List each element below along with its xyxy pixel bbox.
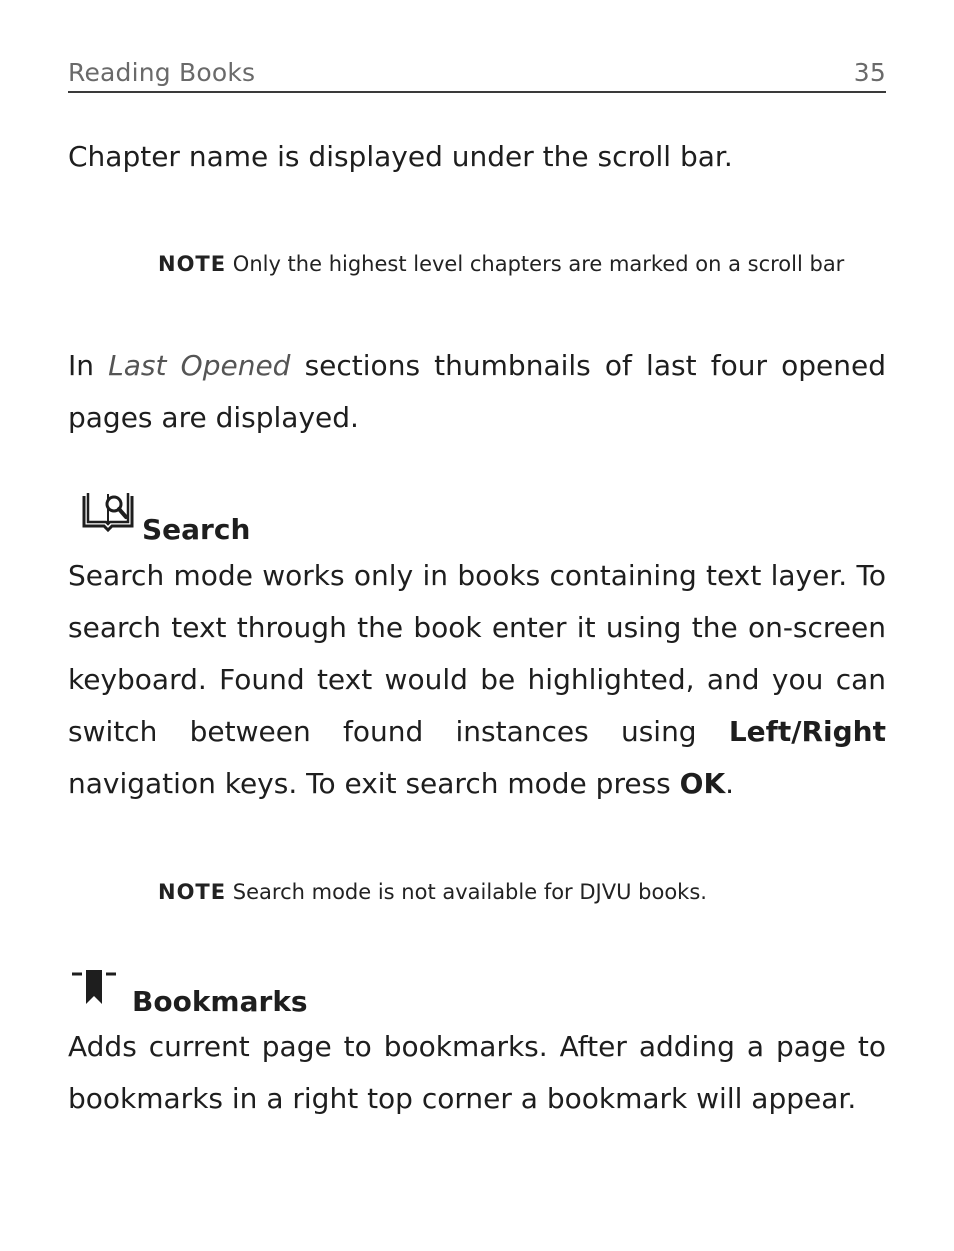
bookmarks-paragraph: Adds current page to bookmarks. After adding a page to bookmarks in a right top corner a bookmark will appear. <box>68 1030 886 1115</box>
intro-paragraph: Chapter name is displayed under the scroll bar. <box>68 140 733 173</box>
book-search-icon <box>68 490 134 536</box>
search-body-1: Search mode works only in books containing text layer. To search text through the book enter it using the on-screen keyboard. Found text would be highlighted, and you can switch between found instances using <box>68 559 886 748</box>
note-scroll-bar <box>158 249 898 279</box>
last-opened-suffix: sections thumbnails of last four opened pages are displayed. <box>68 349 886 434</box>
section-name: Reading Books <box>68 58 256 87</box>
search-paragraph <box>68 550 886 810</box>
note-text: Search mode is not available for DJVU books. <box>226 880 707 904</box>
search-heading-text: Search <box>142 513 251 546</box>
note-djvu <box>158 877 898 907</box>
note-text: Only the highest level chapters are marked on a scroll bar <box>226 252 845 276</box>
bookmarks-heading-text: Bookmarks <box>132 985 308 1018</box>
bookmarks-heading <box>68 960 308 1020</box>
note-label: NOTE <box>158 880 227 904</box>
note-label: NOTE <box>158 252 227 276</box>
page-number: 35 <box>853 58 886 87</box>
left-right-key: Left/Right <box>728 715 886 748</box>
search-body-3: . <box>725 767 735 800</box>
search-body-2: navigation keys. To exit search mode press <box>68 767 680 800</box>
ok-key: OK <box>679 767 726 800</box>
last-opened-prefix: In <box>68 349 109 382</box>
bookmark-icon <box>68 968 124 1012</box>
last-opened-term: Last Opened <box>108 349 291 382</box>
last-opened-paragraph <box>68 340 886 444</box>
running-header <box>68 56 886 93</box>
search-heading <box>68 488 250 548</box>
